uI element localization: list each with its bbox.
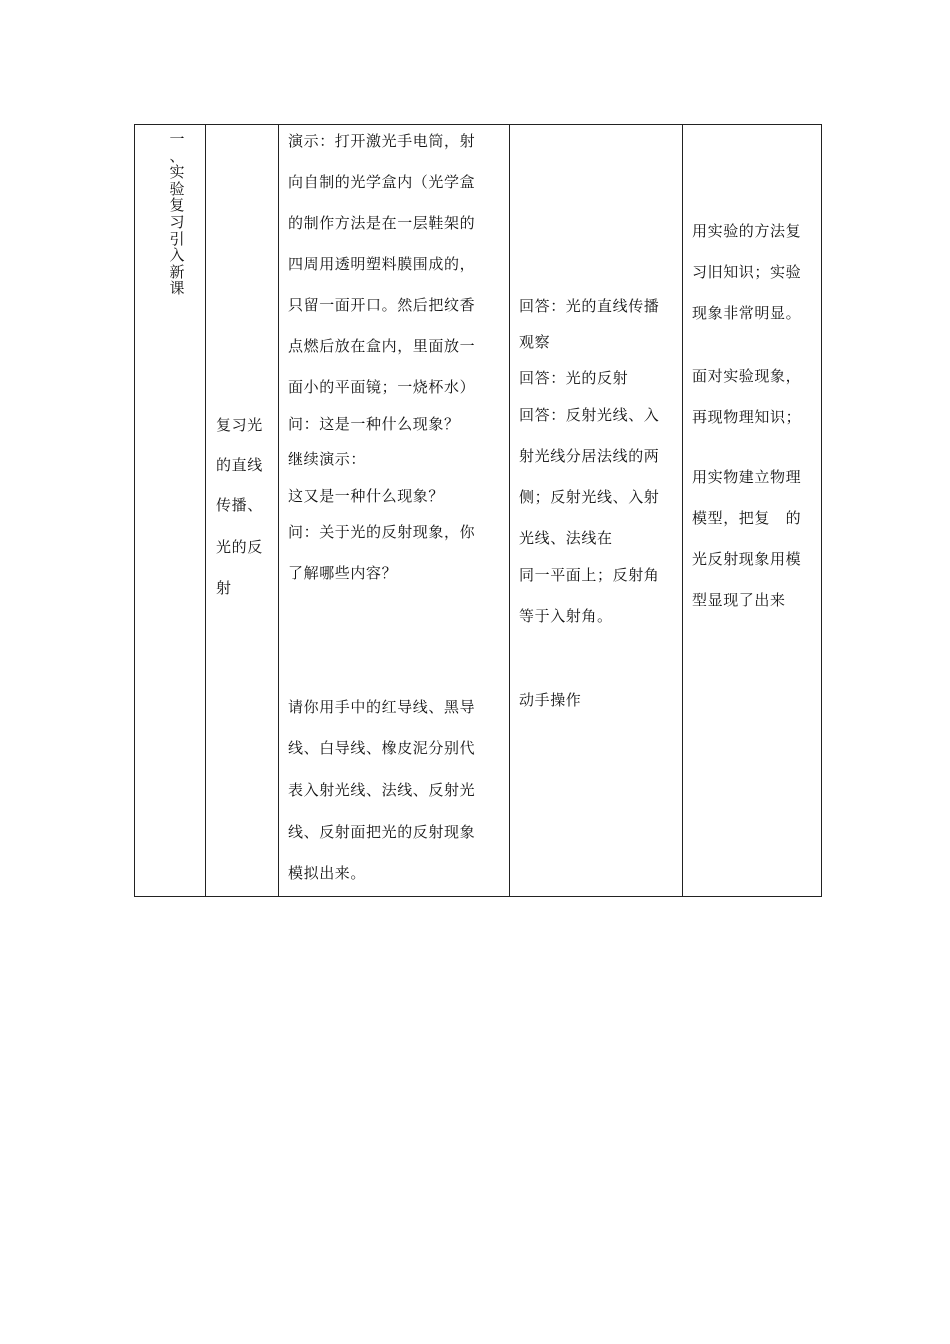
demo-line: 向自制的光学盒内（光学盒 — [288, 173, 476, 191]
question-line: 这又是一种什么现象？ — [288, 487, 445, 505]
section-title-char: 习 — [169, 212, 185, 231]
student-line: 回答：光的直线传播 — [519, 297, 660, 315]
section-title-char: 入 — [169, 246, 185, 265]
intent-line: 习旧知识；实验 — [692, 263, 802, 281]
demo-line: 演示：打开激光手电筒，射 — [288, 132, 476, 150]
section-title-char: 验 — [169, 179, 185, 198]
student-line: 光线、法线在 — [519, 529, 613, 547]
question-line: 了解哪些内容？ — [288, 564, 398, 582]
question-line: 问：这是一种什么现象？ — [288, 415, 460, 433]
section-title-char: 新 — [169, 262, 185, 281]
student-line: 同一平面上；反射角 — [519, 566, 660, 584]
section-title-char: 复 — [169, 196, 185, 215]
topic-line: 传播、 — [216, 496, 263, 514]
demo-line: 的制作方法是在一层鞋架的 — [288, 214, 476, 232]
demo-line: 继续演示： — [288, 450, 367, 468]
section-title-char: 、 — [169, 146, 185, 165]
task-line: 模拟出来。 — [288, 864, 367, 882]
intent-line: 光反射现象用模 — [692, 550, 802, 568]
topic-line: 射 — [216, 579, 232, 597]
intent-line: 面对实验现象， — [692, 367, 802, 385]
section-title-char: 实 — [169, 163, 185, 182]
topic-line: 光的反 — [216, 538, 263, 556]
intent-line: 再现物理知识； — [692, 408, 802, 426]
task-line: 表入射光线、法线、反射光 — [288, 781, 476, 799]
question-line: 问：关于光的反射现象，你 — [288, 523, 476, 541]
task-line: 线、白导线、橡皮泥分别代 — [288, 739, 476, 757]
intent-line: 用实验的方法复 — [692, 222, 802, 240]
section-title-char: 课 — [169, 279, 185, 298]
section-title-char: 一 — [169, 130, 185, 148]
student-line: 射光线分居法线的两 — [519, 447, 660, 465]
section-title-cell — [135, 125, 206, 897]
demo-line: 四周用透明塑料膜围成的， — [288, 255, 476, 273]
intent-line: 型显现了出来 — [692, 591, 786, 609]
topic-line: 复习光 — [216, 416, 263, 434]
demo-line: 只留一面开口。然后把纹香 — [288, 296, 476, 314]
student-line: 回答：光的反射 — [519, 369, 629, 387]
table-row — [135, 125, 822, 897]
student-line: 侧；反射光线、入射 — [519, 488, 660, 506]
student-line: 回答：反射光线、入 — [519, 406, 660, 424]
task-line: 请你用手中的红导线、黑导 — [288, 698, 476, 716]
student-activity-cell — [510, 125, 683, 897]
student-line: 动手操作 — [519, 691, 582, 709]
topic-line: 的直线 — [216, 456, 263, 474]
student-line: 观察 — [519, 333, 551, 351]
demo-line: 点燃后放在盒内，里面放一 — [288, 337, 476, 355]
intent-line: 用实物建立物理 — [692, 468, 802, 486]
lesson-plan-table — [134, 124, 822, 897]
design-intent-cell — [683, 125, 822, 897]
student-line: 等于入射角。 — [519, 607, 613, 625]
teacher-activity-cell — [279, 125, 510, 897]
demo-line: 面小的平面镜；一烧杯水） — [288, 378, 476, 396]
intent-line: 模型，把复 的 — [692, 509, 802, 527]
topic-cell — [206, 125, 279, 897]
section-title-char: 引 — [169, 229, 185, 248]
section-title-vertical — [168, 131, 186, 297]
task-line: 线、反射面把光的反射现象 — [288, 823, 476, 841]
intent-line: 现象非常明显。 — [692, 304, 802, 322]
